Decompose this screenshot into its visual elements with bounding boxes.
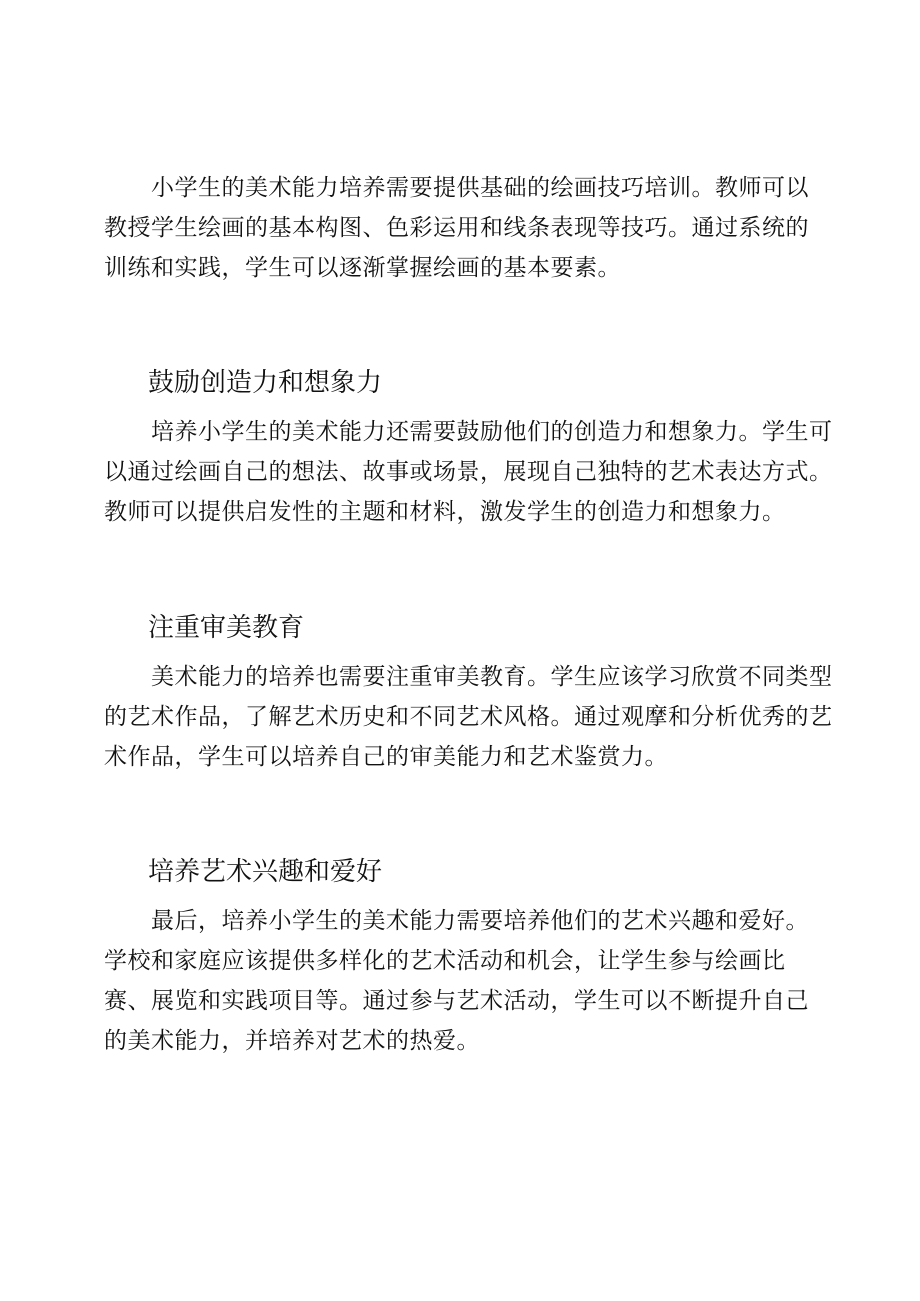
paragraph-text — [104, 657, 834, 777]
paragraph-line: 赛、展览和实践项目等。通过参与艺术活动，学生可以不断提升自己 — [104, 988, 809, 1014]
paragraph-line: 教授学生绘画的基本构图、色彩运用和线条表现等技巧。通过系统的 — [104, 215, 809, 241]
paragraph-line: 教师可以提供启发性的主题和材料，激发学生的创造力和想象力。 — [104, 499, 786, 525]
paragraph-line: 最后，培养小学生的美术能力需要培养他们的艺术兴趣和爱好。 — [104, 908, 809, 934]
paragraph-creativity — [104, 412, 834, 532]
heading-creativity: 鼓励创造力和想象力 — [148, 368, 383, 398]
paragraph-line: 小学生的美术能力培养需要提供基础的绘画技巧培训。教师可以 — [104, 175, 809, 201]
heading-aesthetics: 注重审美教育 — [148, 613, 305, 643]
paragraph-aesthetics — [104, 657, 834, 777]
paragraph-text — [104, 901, 834, 1061]
paragraph-line: 的艺术作品，了解艺术历史和不同艺术风格。通过观摩和分析优秀的艺 — [104, 704, 833, 730]
paragraph-line: 培养小学生的美术能力还需要鼓励他们的创造力和想象力。学生可 — [104, 419, 833, 445]
paragraph-line: 的美术能力，并培养对艺术的热爱。 — [104, 1028, 480, 1054]
heading-interest: 培养艺术兴趣和爱好 — [148, 857, 383, 887]
paragraph-interest — [104, 901, 834, 1061]
paragraph-text — [104, 168, 834, 288]
paragraph-line: 学校和家庭应该提供多样化的艺术活动和机会，让学生参与绘画比 — [104, 948, 786, 974]
paragraph-text — [104, 412, 834, 532]
paragraph-line: 美术能力的培养也需要注重审美教育。学生应该学习欣赏不同类型 — [104, 664, 833, 690]
paragraph-line: 训练和实践，学生可以逐渐掌握绘画的基本要素。 — [104, 255, 621, 281]
paragraph-basic-skills — [104, 168, 834, 288]
paragraph-line: 以通过绘画自己的想法、故事或场景，展现自己独特的艺术表达方式。 — [104, 459, 833, 485]
paragraph-line: 术作品，学生可以培养自己的审美能力和艺术鉴赏力。 — [104, 744, 668, 770]
